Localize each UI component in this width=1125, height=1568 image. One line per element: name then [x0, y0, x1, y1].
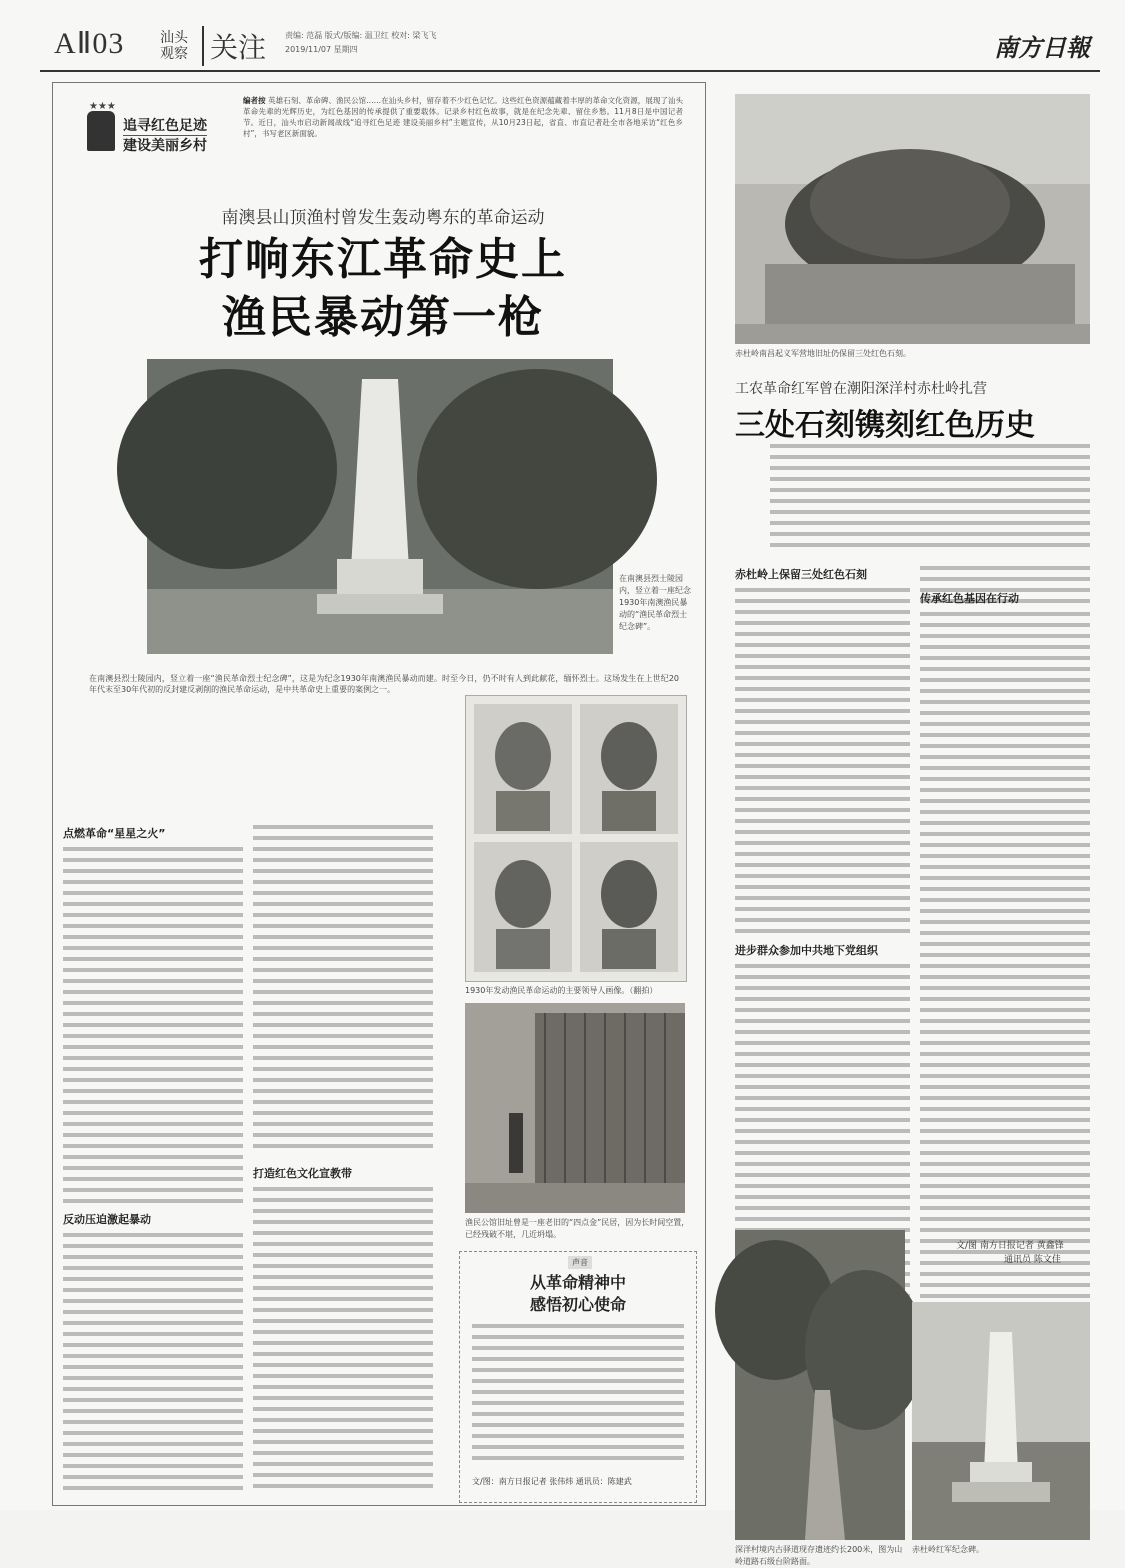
voice-title-2: 感悟初心使命 — [529, 1295, 626, 1314]
right-column-2-text-b — [920, 612, 1090, 1312]
section-title: 关注 — [202, 26, 266, 66]
monument-illustration — [147, 359, 613, 654]
left-column-1-text — [63, 847, 243, 1207]
left-section-1: 点燃革命“星星之火” — [63, 827, 166, 840]
portraits-photo — [465, 695, 687, 982]
rock-illustration — [735, 94, 1090, 344]
rock-photo — [735, 94, 1090, 344]
right-byline-2: 通讯员 陈文佳 — [1004, 1255, 1061, 1265]
section-small-label — [160, 30, 188, 62]
editor-note-text: 英雄石刻、革命碑、渔民公馆……在汕头乡村，留存着不少红色记忆。这些红色资源蕴藏着丰厚的革命文化资源，展现了汕头革命先辈的光辉历史，为红色基因的传承提供了重要载体。记录乡村红色故事，就是在纪念先辈、留住乡愁。11月8日是中国记者节。近日，汕头市启动新闻战线“追寻红色足迹 建设美丽乡村”主题宣传，从10月23日起，省直、市直记者赴全市各地采访“红色乡村”，书写老区新面貌。 — [243, 96, 684, 138]
left-kicker: 南澳县山顶渔村曾发生轰动粤东的革命运动 — [221, 208, 545, 228]
star-icon: ★★★ — [89, 101, 116, 112]
badge-line-1: 追寻红色足迹 — [123, 115, 207, 136]
voice-tag: 声音 — [568, 1256, 592, 1269]
editor-note — [243, 95, 683, 195]
date: 2019/11/07 星期四 — [285, 45, 358, 54]
voice-box — [459, 1251, 697, 1503]
right-intro-text — [770, 444, 1090, 554]
monument-photo — [147, 359, 613, 654]
left-headline-1: 打响东江革命史上 — [199, 234, 567, 285]
building-caption: 渔民公馆旧址曾是一座老旧的“四点金”民居，因为长时间空置，已经残破不堪，几近坍塌。 — [465, 1218, 690, 1239]
portraits-illustration — [466, 696, 686, 981]
left-story-panel — [52, 82, 706, 1506]
right-section-2: 进步群众参加中共地下党组织 — [735, 944, 878, 957]
badge-line-2: 建设美丽乡村 — [123, 138, 207, 154]
left-headline-2: 渔民暴动第一枪 — [222, 292, 544, 343]
section-small-1: 汕头 — [160, 30, 188, 46]
left-column-1-text-b — [63, 1233, 243, 1493]
voice-title-1: 从革命精神中 — [529, 1273, 626, 1292]
memorial-photo-caption: 赤杜岭红军纪念碑。 — [912, 1545, 984, 1554]
rock-photo-caption: 赤杜岭南昌起义军营地旧址仍保留三处红色石刻。 — [735, 349, 911, 358]
section-small-2: 观察 — [160, 46, 188, 62]
monument-photo-caption: 在南澳县烈士陵园内，竖立着一座纪念1930年南澳渔民暴动的“渔民革命烈士纪念碑”。 — [619, 574, 691, 631]
left-column-2-text — [253, 825, 433, 1155]
page-header — [40, 18, 1100, 72]
right-column-1-text — [735, 588, 910, 938]
memorial-illustration — [912, 1302, 1090, 1540]
right-headline: 三处石刻镌刻红色历史 — [735, 408, 1035, 443]
newspaper-logo: 南方日報 — [994, 33, 1090, 62]
left-section-3: 打造红色文化宣教带 — [253, 1167, 352, 1180]
right-kicker: 工农革命红军曾在潮阳深洋村赤杜岭扎营 — [735, 381, 987, 397]
editor-note-label: 编者按 — [243, 96, 266, 105]
trail-photo-caption: 深洋村境内古驿道现存遗迹约长200米，图为山岭道路石级台阶路面。 — [735, 1545, 903, 1566]
memorial-photo — [912, 1302, 1090, 1540]
right-section-1: 赤杜岭上保留三处红色石刻 — [735, 568, 867, 581]
page-number: AⅡ03 — [54, 27, 125, 60]
right-story-panel — [720, 82, 1100, 1566]
building-photo — [465, 1003, 685, 1213]
left-intro: 在南澳县烈士陵园内，竖立着一座“渔民革命烈士纪念碑”，这是为纪念1930年南澳渔民暴动而建。时至今日，仍不时有人到此献花，缅怀烈士。这场发生在上世纪20年代末至30年代初的反封建反剥削的渔民革命运动，是中共革命史上重要的案例之一。 — [89, 674, 679, 694]
portraits-caption: 1930年发动渔民革命运动的主要领导人画像。（翻拍） — [465, 986, 658, 995]
campaign-badge — [83, 101, 263, 171]
fist-icon — [87, 111, 115, 151]
voice-text — [472, 1324, 684, 1464]
right-byline-1: 文/图 南方日报记者 黄鑫锋 — [956, 1241, 1064, 1251]
left-section-2: 反动压迫激起暴动 — [63, 1213, 151, 1226]
trail-illustration — [735, 1230, 905, 1540]
building-illustration — [465, 1003, 685, 1213]
credits: 责编: 范磊 版式/版编: 温卫红 校对: 梁飞飞 — [285, 31, 437, 40]
right-section-3: 传承红色基因在行动 — [920, 592, 1019, 605]
trail-photo — [735, 1230, 905, 1540]
voice-byline: 文/图：南方日报记者 张伟炜 通讯员：陈建武 — [472, 1477, 632, 1486]
left-column-2-text-b — [253, 1187, 433, 1493]
